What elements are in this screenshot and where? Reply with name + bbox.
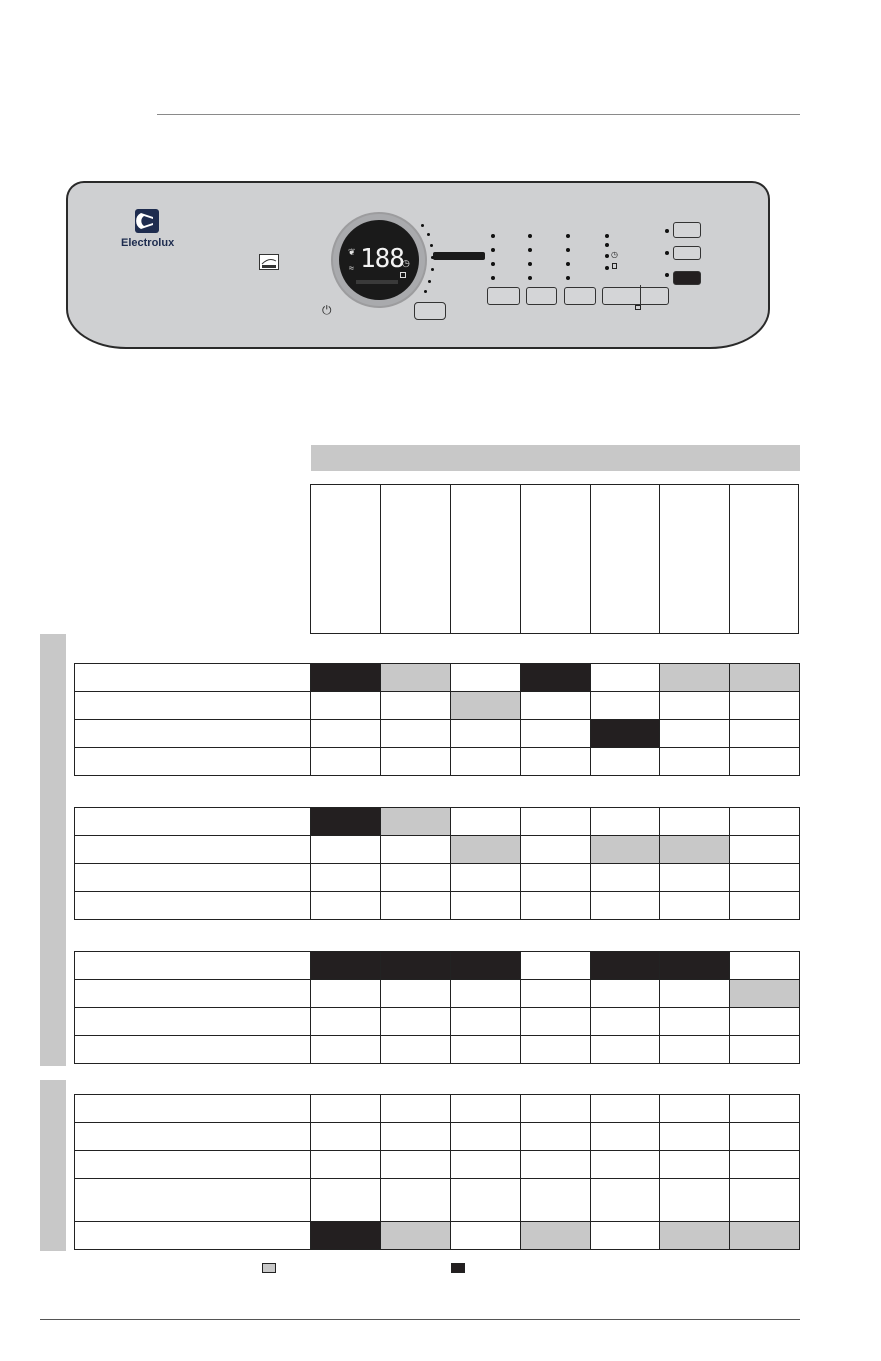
column-header-2 (380, 484, 450, 634)
matrix-cell (380, 835, 451, 864)
option-led (566, 276, 570, 280)
matrix-cell (520, 1007, 591, 1036)
option-led (491, 234, 495, 238)
matrix-cell (450, 1122, 521, 1151)
brand-name: Electrolux (121, 237, 175, 249)
spin-button[interactable] (564, 287, 596, 305)
matrix-cell (590, 1094, 660, 1123)
matrix-cell (380, 691, 451, 720)
matrix-cell (450, 979, 521, 1008)
matrix-cell (310, 719, 381, 748)
display-digits: 188 (360, 244, 404, 274)
row-label (74, 691, 311, 720)
selector-button-3[interactable] (673, 271, 701, 285)
matrix-cell (520, 891, 591, 920)
top-rule (157, 114, 800, 115)
selector-button-1[interactable] (673, 222, 701, 238)
energy-star-icon (259, 254, 279, 270)
row-label (74, 1221, 311, 1250)
row-label (74, 747, 311, 776)
matrix-cell (659, 747, 730, 776)
matrix-cell (729, 979, 800, 1008)
matrix-cell (310, 1007, 381, 1036)
matrix-cell (590, 691, 660, 720)
matrix-cell (590, 979, 660, 1008)
option-led (605, 266, 609, 270)
option-led (566, 248, 570, 252)
row-label (74, 1150, 311, 1179)
lock-icon (612, 263, 617, 269)
column-header-5 (590, 484, 659, 634)
matrix-cell (659, 1221, 730, 1250)
legend-black-swatch (451, 1263, 465, 1273)
matrix-cell (310, 835, 381, 864)
matrix-cell (450, 863, 521, 892)
matrix-cell (590, 1221, 660, 1250)
matrix-cell (450, 719, 521, 748)
matrix-cell (380, 1221, 451, 1250)
column-header-7 (729, 484, 799, 634)
matrix-cell (310, 663, 381, 692)
matrix-cell (380, 951, 451, 980)
matrix-cell (729, 747, 800, 776)
matrix-cell (450, 1221, 521, 1250)
row-label (74, 979, 311, 1008)
column-header-3 (450, 484, 520, 634)
option-led (528, 234, 532, 238)
matrix-cell (729, 951, 800, 980)
option-led (528, 262, 532, 266)
matrix-cell (380, 891, 451, 920)
option-led (605, 234, 609, 238)
row-label (74, 719, 311, 748)
matrix-cell (729, 1122, 800, 1151)
matrix-cell (310, 1178, 381, 1222)
option-led (528, 248, 532, 252)
delay-start-icon: ◷ (611, 250, 618, 259)
row-label (74, 863, 311, 892)
option-led (528, 276, 532, 280)
child-lock-icon (400, 272, 406, 278)
matrix-cell (590, 807, 660, 836)
matrix-cell (450, 663, 521, 692)
matrix-cell (380, 1007, 451, 1036)
rinse-icon (635, 305, 641, 310)
section-side-band-1 (40, 634, 66, 1066)
table-header-band (311, 445, 800, 471)
right-led (665, 273, 669, 277)
dial-led (431, 256, 434, 259)
matrix-cell (729, 1221, 800, 1250)
matrix-cell (659, 807, 730, 836)
matrix-cell (729, 807, 800, 836)
matrix-cell (590, 951, 660, 980)
section-side-band-2 (40, 1080, 66, 1251)
matrix-cell (520, 1150, 591, 1179)
matrix-cell (520, 719, 591, 748)
column-header-4 (520, 484, 590, 634)
row-label (74, 951, 311, 980)
dial-led (421, 224, 424, 227)
matrix-cell (450, 1150, 521, 1179)
matrix-cell (590, 719, 660, 748)
matrix-cell (450, 691, 521, 720)
matrix-cell (520, 863, 591, 892)
power-icon[interactable]: ⏻ (322, 303, 332, 317)
matrix-cell (729, 1035, 800, 1064)
matrix-cell (659, 719, 730, 748)
options-button[interactable] (602, 287, 669, 305)
matrix-cell (380, 747, 451, 776)
matrix-cell (380, 1094, 451, 1123)
matrix-cell (310, 1221, 381, 1250)
row-label (74, 1007, 311, 1036)
matrix-cell (310, 1150, 381, 1179)
dial-pointer-bar (433, 252, 485, 260)
matrix-cell (659, 1178, 730, 1222)
matrix-cell (729, 691, 800, 720)
matrix-cell (520, 979, 591, 1008)
dial-led (428, 280, 431, 283)
right-led (665, 251, 669, 255)
matrix-cell (590, 663, 660, 692)
matrix-cell (729, 663, 800, 692)
delay-timer-icon: ◷ (402, 258, 410, 268)
water-fill-icon: ≈ (349, 263, 354, 273)
row-label (74, 1035, 311, 1064)
row-label (74, 835, 311, 864)
matrix-cell (520, 1094, 591, 1123)
option-led (491, 262, 495, 266)
matrix-cell (520, 835, 591, 864)
matrix-cell (450, 1178, 521, 1222)
matrix-cell (729, 1150, 800, 1179)
matrix-cell (590, 1178, 660, 1222)
matrix-cell (590, 747, 660, 776)
matrix-cell (450, 1094, 521, 1123)
matrix-cell (520, 663, 591, 692)
matrix-cell (310, 1122, 381, 1151)
bottom-rule (40, 1319, 800, 1320)
matrix-cell (729, 1178, 800, 1222)
matrix-cell (520, 1178, 591, 1222)
legend-gray-swatch (262, 1263, 276, 1273)
start-pause-button[interactable] (414, 302, 446, 320)
matrix-cell (659, 691, 730, 720)
matrix-cell (659, 1035, 730, 1064)
soil-level-button[interactable] (526, 287, 557, 305)
matrix-cell (450, 1007, 521, 1036)
matrix-cell (659, 979, 730, 1008)
matrix-cell (380, 863, 451, 892)
matrix-cell (659, 951, 730, 980)
matrix-cell (450, 835, 521, 864)
dial-led (430, 244, 433, 247)
matrix-cell (520, 1035, 591, 1064)
matrix-cell (729, 1094, 800, 1123)
matrix-cell (310, 747, 381, 776)
dial-led (431, 268, 434, 271)
row-label (74, 1094, 311, 1123)
matrix-cell (450, 951, 521, 980)
matrix-cell (520, 951, 591, 980)
right-led (665, 229, 669, 233)
matrix-cell (729, 1007, 800, 1036)
matrix-cell (310, 1094, 381, 1123)
matrix-cell (729, 719, 800, 748)
matrix-cell (310, 691, 381, 720)
matrix-cell (310, 891, 381, 920)
matrix-cell (520, 747, 591, 776)
matrix-cell (380, 1178, 451, 1222)
matrix-cell (590, 1035, 660, 1064)
matrix-cell (590, 1150, 660, 1179)
matrix-cell (590, 1007, 660, 1036)
matrix-cell (729, 863, 800, 892)
matrix-cell (729, 835, 800, 864)
matrix-cell (380, 807, 451, 836)
matrix-cell (310, 863, 381, 892)
matrix-cell (659, 835, 730, 864)
matrix-cell (659, 663, 730, 692)
option-led (605, 243, 609, 247)
display-indicator-bar (356, 280, 398, 284)
option-led (566, 234, 570, 238)
matrix-cell (659, 1094, 730, 1123)
row-label (74, 807, 311, 836)
matrix-cell (520, 691, 591, 720)
matrix-cell (310, 807, 381, 836)
row-label (74, 1178, 311, 1222)
matrix-cell (310, 979, 381, 1008)
matrix-cell (659, 1007, 730, 1036)
row-label (74, 891, 311, 920)
matrix-cell (310, 951, 381, 980)
matrix-cell (590, 835, 660, 864)
temperature-button[interactable] (487, 287, 520, 305)
dial-led (427, 233, 430, 236)
matrix-cell (520, 807, 591, 836)
matrix-cell (659, 1122, 730, 1151)
matrix-cell (310, 1035, 381, 1064)
matrix-cell (450, 891, 521, 920)
option-led (491, 248, 495, 252)
matrix-cell (520, 1122, 591, 1151)
matrix-cell (380, 1035, 451, 1064)
matrix-cell (380, 1150, 451, 1179)
option-led (566, 262, 570, 266)
option-led (605, 254, 609, 258)
dial-led (424, 290, 427, 293)
matrix-cell (380, 979, 451, 1008)
matrix-cell (520, 1221, 591, 1250)
matrix-cell (380, 663, 451, 692)
option-led (491, 276, 495, 280)
matrix-cell (450, 1035, 521, 1064)
matrix-cell (380, 1122, 451, 1151)
column-header-1 (310, 484, 380, 634)
matrix-cell (450, 747, 521, 776)
matrix-cell (450, 807, 521, 836)
matrix-cell (729, 891, 800, 920)
electrolux-logo-icon (135, 209, 159, 233)
row-label (74, 1122, 311, 1151)
row-label (74, 663, 311, 692)
selector-button-2[interactable] (673, 246, 701, 260)
eco-leaf-icon: ❦ (348, 247, 356, 257)
matrix-cell (590, 891, 660, 920)
matrix-cell (659, 863, 730, 892)
matrix-cell (659, 1150, 730, 1179)
matrix-cell (590, 1122, 660, 1151)
matrix-cell (659, 891, 730, 920)
matrix-cell (380, 719, 451, 748)
matrix-cell (590, 863, 660, 892)
column-header-6 (659, 484, 729, 634)
